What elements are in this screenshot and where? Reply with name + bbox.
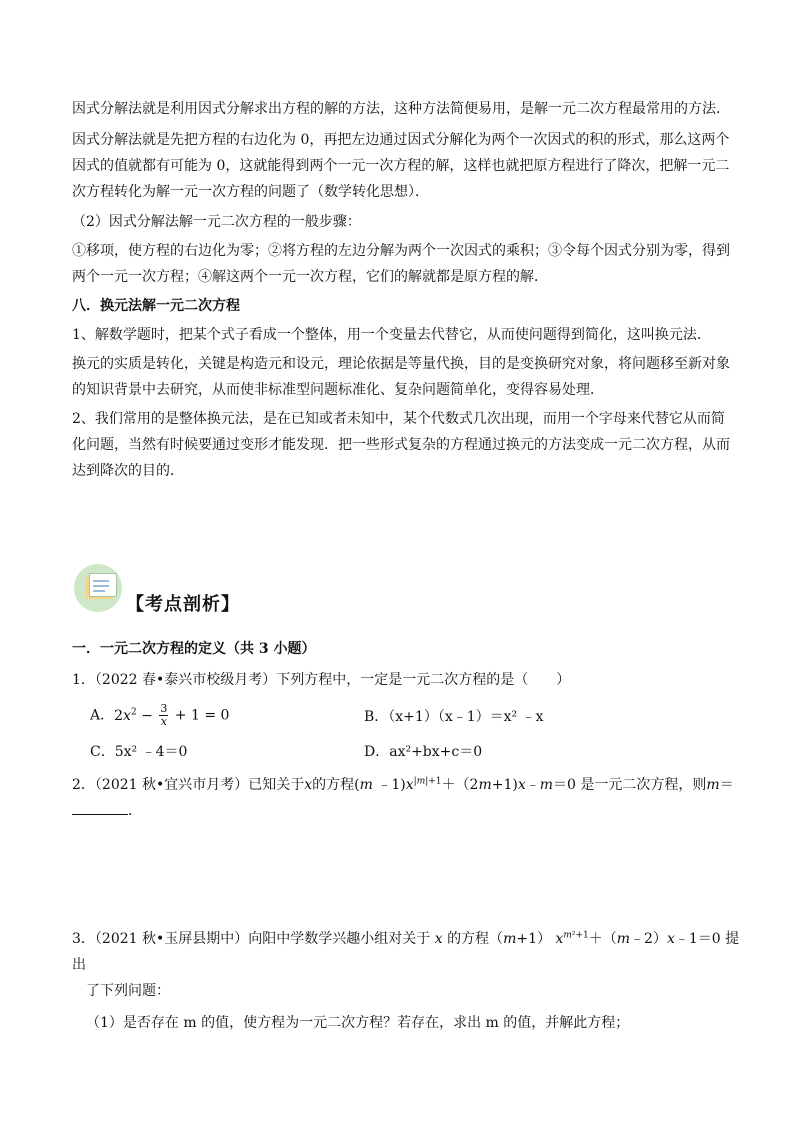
- paragraph-factor-method: 因式分解法就是先把方程的右边化为 0，再把左边通过因式分解化为两个一次因式的积的形式，那么这两个因式的值就都有可能为 0，这就能得到两个一元一次方程的解，这样也就把原方程进行了降次，把解一元二次方程转化为解一元一次方程的问题了（数学转化思想）．: [72, 132, 730, 200]
- option-a: A．$2x^2$ − $\frac{3}{x}$ + 1 = 0: [90, 702, 230, 728]
- paragraph-steps-heading: （2）因式分解法解一元二次方程的一般步骤：: [72, 214, 361, 230]
- answer-blank[interactable]: [72, 800, 128, 815]
- option-d: D．ax²+bx+c＝0: [364, 744, 483, 760]
- paragraph-factor-def: 因式分解法就是利用因式分解求出方程的解的方法，这种方法简便易用，是解一元二次方程最常用的方法．: [72, 101, 730, 117]
- question-3-line2: 了下列问题：: [86, 983, 170, 999]
- section-header: [70, 560, 470, 630]
- heading-substitution: 八．换元法解一元二次方程: [72, 298, 240, 314]
- paragraph-steps: ①移项，使方程的右边化为零；②将方程的左边分解为两个一次因式的乘积；③令每个因式分别为零，得到两个一元一次方程；④解这两个一元一次方程，它们的解就都是原方程的解．: [72, 243, 730, 285]
- question-1-stem: 1．（2022 春•泰兴市校级月考）下列方程中，一定是一元二次方程的是（ ）: [72, 672, 571, 688]
- question-3: 3．（2021 秋•玉屏县期中）向阳中学数学兴趣小组对关于 x 的方程（m+1） $x^{m^2+1}+(m﹣2)x﹣1=0$ 提出 了下列问题： （1）是否存在 m 的值，使方程为一元二次方程？若存在，求出 m 的值，并解此方程；: [72, 926, 752, 1036]
- paragraph-substitution-2: 2、我们常用的是整体换元法，是在已知或者未知中，某个代数式几次出现，而用一个字母来代替它从而简化问题，当然有时候要通过变形才能发现．把一些形式复杂的方程通过换元的方法变成一元二次方程，从而达到降次的目的．: [72, 411, 730, 479]
- section-title: 【考点剖析】: [126, 594, 240, 615]
- paragraph-substitution-1: 1、解数学题时，把某个式子看成一个整体，用一个变量去代替它，从而使问题得到简化，这叫换元法．: [72, 327, 711, 343]
- paragraph-substitution-essence: 换元的实质是转化，关键是构造元和设元，理论依据是等量代换，目的是变换研究对象，将问题移至新对象的知识背景中去研究，从而使非标准型问题标准化、复杂问题简单化，变得容易处理．: [72, 356, 730, 398]
- option-b: B．（x+1）（x﹣1）＝x² ﹣x: [364, 709, 544, 725]
- topic-heading: 一．一元二次方程的定义（共 3 小题）: [72, 641, 316, 657]
- question-3-sub1: （1）是否存在 m 的值，使方程为一元二次方程？若存在，求出 m 的值，并解此方程；: [86, 1015, 630, 1031]
- document-folder-icon: [74, 564, 122, 612]
- question-2: 2．（2021 秋•宜兴市月考）已知关于x的方程(m $﹣1)x^{|m|+1}+(2m+1)x﹣m=0$ 是一元二次方程，则m＝．: [72, 776, 734, 819]
- option-c: C．5x² ﹣4＝0: [90, 744, 188, 760]
- main-text: [72, 96, 732, 484]
